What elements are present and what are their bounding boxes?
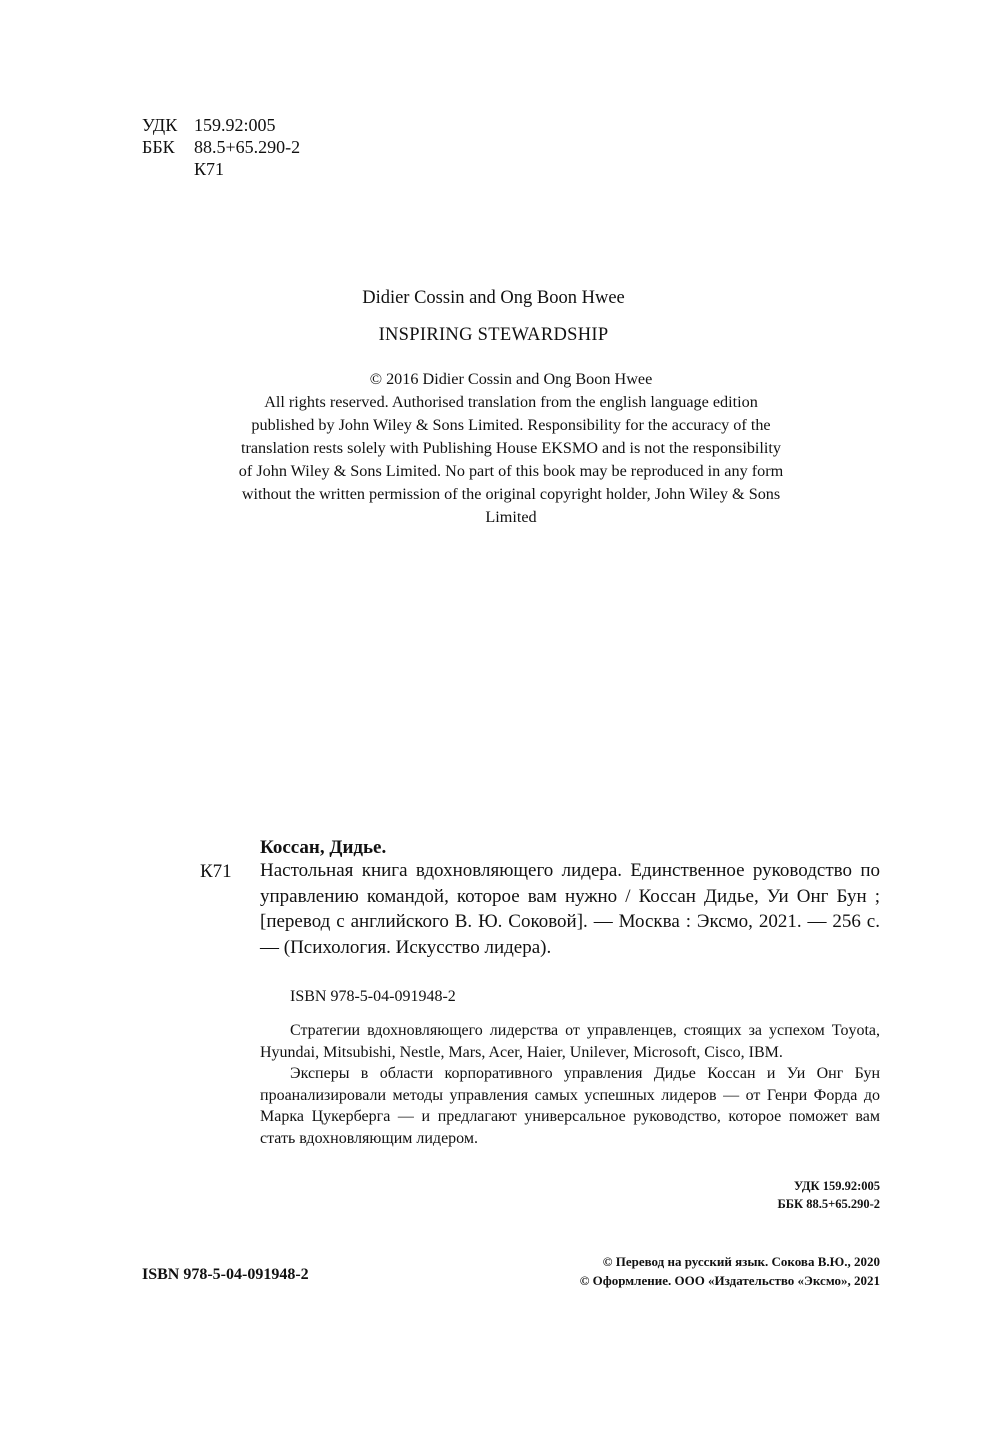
annotation xyxy=(260,1020,880,1149)
catalog-description: Настольная книга вдохновляющего лидера. Единственное руководство по управлению командой, которое вам нужно / Коссан Дидье, Уи Онг Бун ; [перевод с английского В. Ю. Соковой]. — Москва : Эксмо, 2021. — 256 с. — (Психология. Искусство лидера). xyxy=(260,860,880,958)
copyright-line: © 2016 Didier Cossin and Ong Boon Hwee xyxy=(369,370,653,388)
udk-row xyxy=(142,114,300,136)
footer-isbn: ISBN 978-5-04-091948-2 xyxy=(142,1266,309,1283)
classification-codes xyxy=(142,114,300,180)
original-authors: Didier Cossin and Ong Boon Hwee xyxy=(362,288,625,308)
copyright-line: translation rests solely with Publishing House EKSMO and is not the responsibility xyxy=(240,439,781,457)
copyright-notice xyxy=(200,368,822,529)
copyright-line: Limited xyxy=(485,508,537,526)
bbk-row xyxy=(142,136,300,158)
bbk-label: ББК xyxy=(142,137,175,157)
catalog-udk: УДК 159.92:005 xyxy=(794,1179,880,1193)
copyright-design: © Оформление. ООО «Издательство «Эксмо», 2021 xyxy=(579,1273,880,1288)
catalog-author-heading: Коссан, Дидье. xyxy=(260,837,387,858)
footer-copyrights xyxy=(512,1252,880,1290)
udk-label: УДК xyxy=(142,115,178,135)
copyright-line: of John Wiley & Sons Limited. No part of this book may be reproduced in any form xyxy=(238,462,784,480)
copyright-translation: © Перевод на русский язык. Сокова В.Ю., 2020 xyxy=(602,1254,880,1269)
copyright-line: All rights reserved. Authorised translation from the english language edition xyxy=(264,393,758,411)
catalog-bbk: ББК 88.5+65.290-2 xyxy=(777,1197,880,1211)
annotation-paragraph: Эксперы в области корпоративного управления Дидье Коссан и Уи Онг Бун проанализировали методы управления самых успешных лидеров — от Генри Форда до Марка Цукерберга — и предлагают универсальное руководство, которое поможет вам стать вдохновляющим лидером. xyxy=(260,1065,880,1147)
bbk-value: 88.5+65.290-2 xyxy=(194,137,301,157)
annotation-paragraph: Стратегии вдохновляющего лидерства от управленцев, стоящих за успехом Toyota, Hyundai, Mitsubishi, Nestle, Mars, Acer, Haier, Unilever, Microsoft, Cisco, IBM. xyxy=(260,1022,880,1061)
original-title: INSPIRING STEWARDSHIP xyxy=(378,325,609,345)
copyright-line: without the written permission of the original copyright holder, John Wiley & Sons xyxy=(241,485,781,503)
udk-value: 159.92:005 xyxy=(194,115,276,135)
catalog-isbn: ISBN 978-5-04-091948-2 xyxy=(290,988,456,1005)
catalog-codes xyxy=(600,1177,880,1213)
catalog-author-mark: К71 xyxy=(200,861,232,882)
copyright-line: published by John Wiley & Sons Limited. Responsibility for the accuracy of the xyxy=(251,416,771,434)
author-mark: К71 xyxy=(194,159,225,179)
